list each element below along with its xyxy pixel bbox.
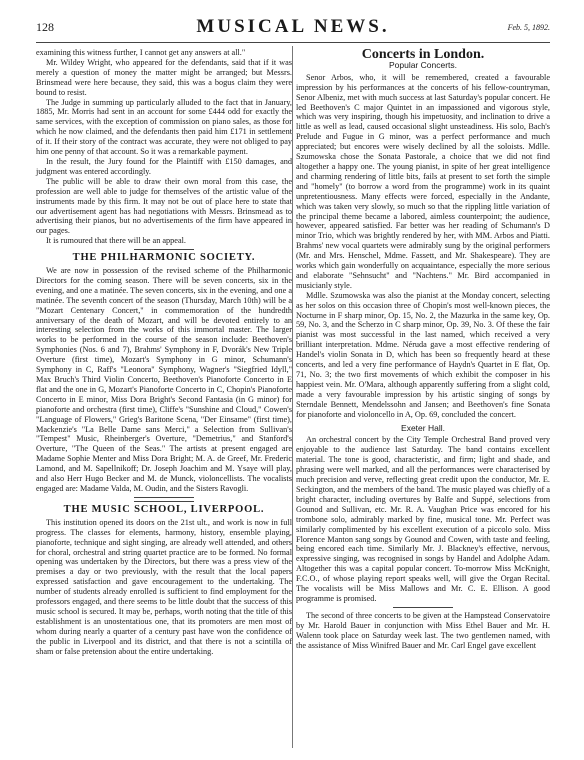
concerts-heading: Concerts in London.: [361, 47, 485, 62]
section-divider: [134, 497, 194, 502]
exeter-hall-heading: Exeter Hall.: [401, 422, 445, 433]
issue-date: Feb. 5, 1892.: [507, 23, 550, 32]
article-paragraph: The second of three concerts to be given at the Hampstead Conservatoire by Mr. Harold Bauer in conjunction with Miss Ethel Bauer and Mr. H. Walenn took place on Saturday week last. The two gentlemen named, with the assistance of Miss Winifred Bauer and Mr. Carl Engel gave excellent: [296, 610, 550, 650]
article-paragraph: Senor Arbos, who, it will be remembered, created a favourable impression by his performances at the concerts of his fellow-countryman, Senor Albeniz, met with much success at last Saturday's popular concert. He led Beethoven's C major Quintet in an impassioned and vigorous style, which was very inspiring, though his impetuosity, and inclination to drive a little as well as lead, caused occasional slight unsteadiness. His solo, Bach's Prelude and Fugue in G minor, was a perfect performance and much appreciated; but encores were wisely declined by all the soloists. Mdlle. Szumowska chose the Sonata Pastorale, a choice that we did not find altogether a happy one. The young pianist, in spite of her great intelligence and charming rendering of little bits, fails at present to set forth the simple and "homely" (to borrow a word from the programme) work in its quaint unpretentiousness. Many effects were forced, especially in the Andante, which was taken very slowly, so much so that the rippling little variation of the principal theme became a labored, aimless counterpoint; the audience, however, appeared satisfied. Far better was her reading of Schumann's D minor Trio, which was brightly rendered by her, with MM. Arbos and Piatti. Brahms' new vocal quartets were admirably sung by the original performers (Mr. and Mrs. Henschel, Mdme. Fassett, and Mr. Shakespeare). They are works which gain wonderfully on acquaintance, especially the more serious and elaborate "Sehnsucht" and "Nachtens." Mr. Bird accompanied in musicianly style.: [296, 72, 550, 290]
right-column: [296, 48, 550, 650]
article-paragraph: An orchestral concert by the City Temple Orchestral Band proved very enjoyable to the audience last Saturday. The band contains excellent material. The tone is good, characteristic, and firm; light and shade, and phrasing were well marked, and all the performances were characterised by much precision and verve, reflecting great credit upon the conductor, Mr. E. Seckington, and the members of the band. The music played was chiefly of a bright character, including overtures by Balfe and Suppé, selections from Gounod and Sullivan, etc. Mr. R. A. Vaughan Price was encored for his trombone solo, admirably marked by fine, musical tone. Mr. Perfect was similarly complimented by his excellent execution of a piccolo solo. Miss Florence Manton sang songs by Gounod and Cowen, with taste and feeling, being encored each time. Similarly Mr. J. Blackney's effective, nervous, expressive singing, was recognised in songs by Handel and Adolphe Adam. Altogether this was a capital popular concert. To-morrow Miss McKnight, F.C.O., of whose playing report speaks well, will give the Organ Recital. The vocalists will be Miss Mallows and Mr. C. E. Ellison. A good programme is promised.: [296, 435, 550, 603]
article-paragraph: This institution opened its doors on the 21st ult., and work is now in full progress. The classes for elements, harmony, history, ensemble playing, pianoforte, technique and sight singing, are already well attended, and others for choral, orchestral and string quartet practice are to be formed. No formal opening was undertaken by the Directors, but there was a press view of the premises a day or two previously, with the result that the local papers expressed satisfaction and gave encouragement to the undertaking. The number of students already enrolled is sufficient to find employment for the professors engaged, and there seems to be little doubt that the success of this music school is secured. It may be, perhaps, worth noting that the title of this establishment is an unostentatious one, that its promoters are men most of whom during nearly a quarter of a century past have won the confidence of the public in Liverpool and its district, and that there is not a scintilla of sham or false pretension about the entire undertaking.: [36, 517, 292, 656]
philharmonic-heading: THE PHILHARMONIC SOCIETY.: [72, 252, 256, 264]
article-paragraph: We are now in possession of the revised scheme of the Philharmonic Directors for the coming season. There will be seven concerts, six in the evening, and one a matinée. The seven concerts, six in the evening, and one a matinée. The seventh concert of the season (Thursday, March 10th) will be a "Mozart Centenary Concert," in commemoration of the hundredth anniversary of the death of Mozart, and will be devoted entirely to an interesting selection from the works of this immortal master. The larger works to be performed in the course of the season include: Beethoven's Symphonies (Nos. 6 and 7), Brahms' Symphony in F, Dvorák's New Triple Overture (first time), Mozart's Symphony in G minor, Schumann's Symphony in C, Raff's "Leonora" Symphony, Wagner's "Siegfried Idyll," Max Bruch's Third Violin Concerto, Beethoven's Pianoforte Concerto in E flat and the one in G, Mozart's Pianoforte Concerto in C, Chopin's Pianoforte Concerto in E minor, Miss Dora Bright's Second Fantasia (in G minor) for pianoforte and orchestra (first time), Cliffe's "Sunshine and Cloud," Cowen's "Language of Flowers," Grieg's Baritone Scena, "Der Einsame" (first time), Mackenzie's "La Belle Dame sans Merci," a Selection from Sullivan's "Tempest" Music, Rheinberger's Overture, "Demetrius," and Stanford's Overture, "The Queen of the Seas." The artists at present engaged are Madame Sophie Menter and Miss Dora Bright; M. A. de Greef, Mr. Frederic Lamond, and M. Sapellnikoff; Dr. Joseph Joachim and M. Ysaye will play, and also Herr Hugo Becker and M. de Munck, violoncellists. The vocalists engaged are: Madame Valda, M. Oudin, and the Sisters Ravogli.: [36, 266, 292, 493]
article-paragraph: It is rumoured that there will be an appeal.: [46, 236, 186, 246]
article-paragraph: The public will be able to draw their own moral from this case, the profession are well able to judge for themselves of the artistic value of the instruments made by this firm. It may not be out of place here to state that our advertisement agent has had negotiations with Messrs. Brinsmead as to advertising their pianos, but no advertisements of the firm have appeared in our pages.: [36, 176, 292, 236]
article-paragraph: Mdlle. Szumowska was also the pianist at the Monday concert, selecting as her solos on this occasion three of Chopin's most well-known pieces, the Nocturne in F sharp minor, Op. 15, No. 2, the Mazurka in the same key, Op. 59, No. 3, and the Scherzo in C sharp minor, Op. 39, No. 3. Of these the fair pianist was most successful in the last named, which received a very brilliant interpretation. Mdme. Néruda gave a most effective rendering of Handel's violin Sonata in D, which has been so frequently heard at these concerts, and led a very fine performance of Haydn's Quartet in E flat, Op. 71, No. 3; the two first movements of which exhibit the composer in his happiest vein. Mr. O'Mara, although apparently suffering from a slight cold, made a very favourable impression by his artistic singing of songs by Sterndale Bennett, Mendelssohn and Jansen; and Beethoven's fine Sonata for pianoforte and violoncello in A, Op. 69, concluded the concert.: [296, 290, 550, 419]
popular-concerts-heading: Popular Concerts.: [388, 59, 458, 70]
page-number: 128: [36, 20, 54, 34]
section-divider: [134, 249, 194, 250]
section-divider: [393, 607, 453, 608]
column-rule: [292, 46, 293, 748]
article-paragraph: Mr. Wildey Wright, who appeared for the defendants, said that if it was merely a question of money the matter might be arranged; but Messrs. Brinsmead were here because, they said, this was a bogus claim they were bound to resist.: [36, 57, 292, 97]
left-column: [36, 48, 292, 656]
page-header: [36, 14, 550, 43]
masthead: MUSICAL NEWS.: [196, 16, 390, 37]
article-paragraph: examining this witness further, I cannot get any answers at all.": [36, 48, 246, 57]
music-school-heading: THE MUSIC SCHOOL, LIVERPOOL.: [63, 503, 265, 515]
article-paragraph: The Judge in summing up particularly alluded to the fact that in January, 1885, Mr. Morris had sent in an account for some £444 odd for exactly the same services, with the exception of commission on piano sales, as those for which he now claimed, and the defendants then paid him £171 in settlement of it. If their story of the contract was accurate, they were not obliged to pay him one penny of that account. So it was a remarkable payment.: [36, 97, 292, 157]
article-paragraph: In the result, the Jury found for the Plaintiff with £150 damages, and judgment was entered accordingly.: [36, 156, 292, 176]
